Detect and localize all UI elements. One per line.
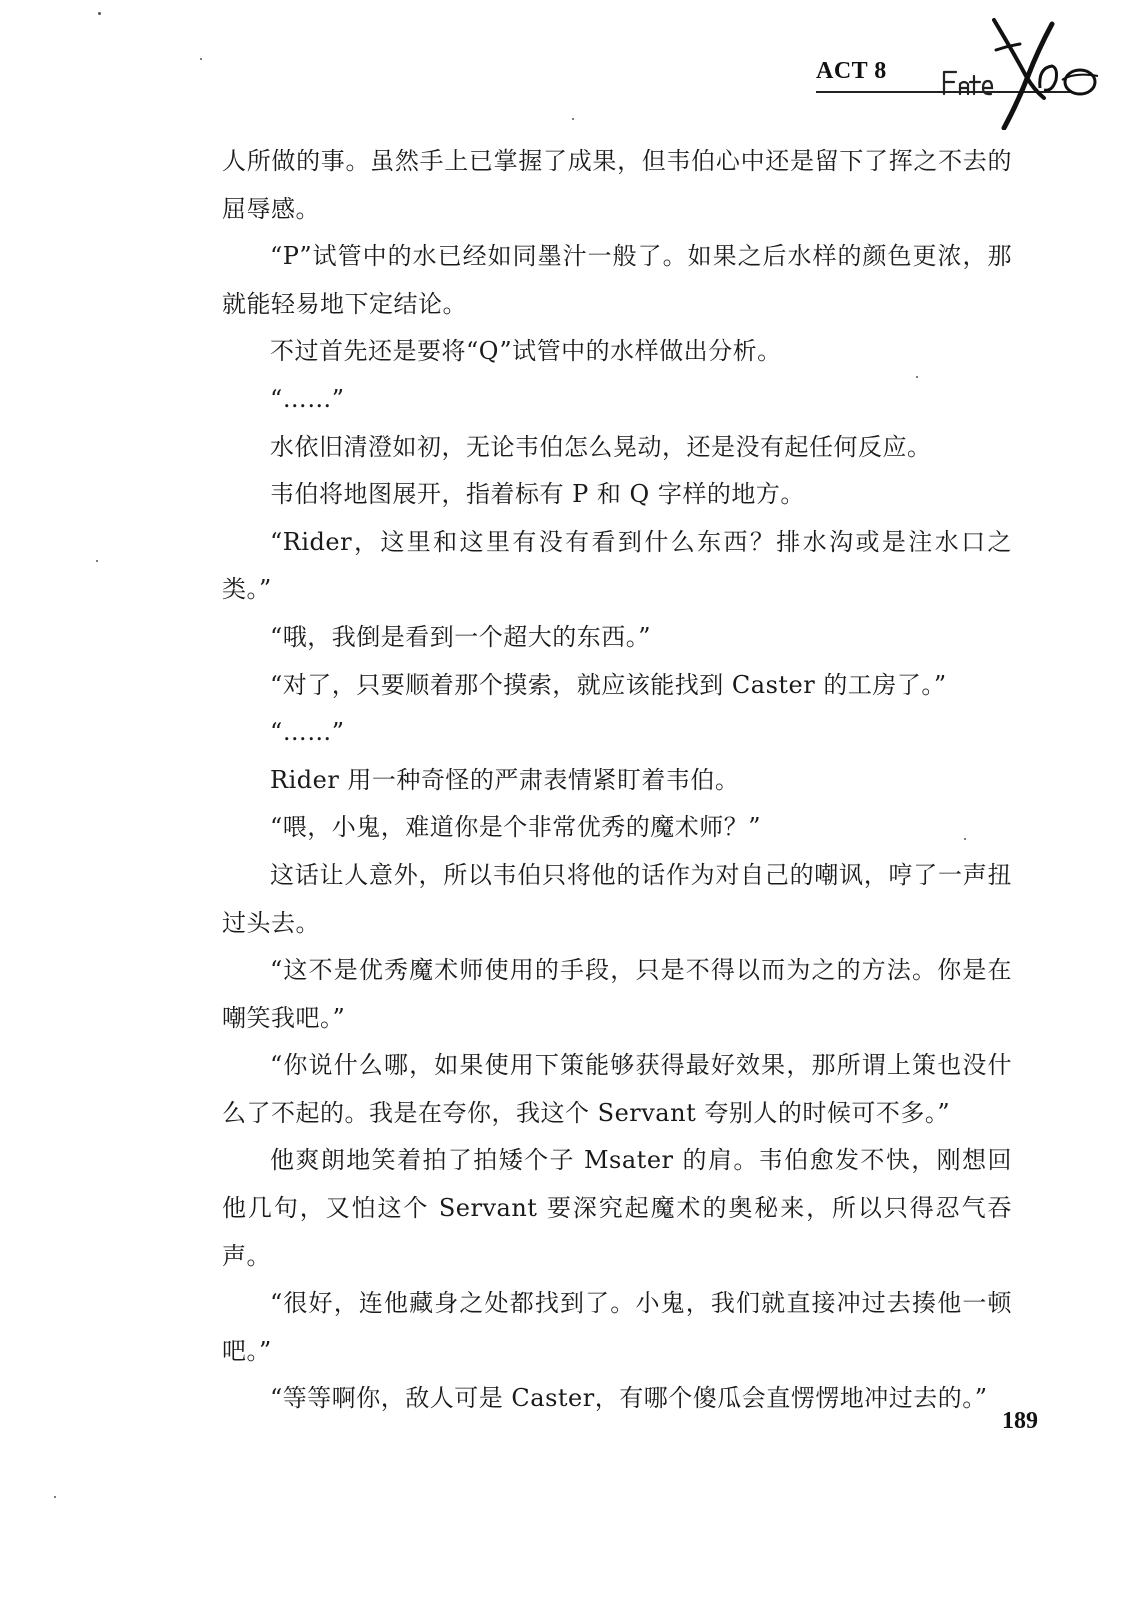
scan-speck [54, 1496, 56, 1498]
paragraph: 韦伯将地图展开，指着标有 P 和 Q 字样的地方。 [270, 480, 805, 509]
paragraph: “对了，只要顺着那个摸索，就应该能找到 Caster 的工房了。” [270, 670, 947, 699]
paragraph: “Rider，这里和这里有没有看到什么东西？排水沟或是注水口之类。” [222, 527, 1012, 604]
scan-speck [572, 118, 574, 120]
body-text [222, 138, 1012, 1423]
scan-speck [916, 376, 918, 378]
paragraph: 他爽朗地笑着拍了拍矮个子 Msater 的肩。韦伯愈发不快，刚想回他几句，又怕这个 Servant 要深究起魔术的奥秘来，所以只得忍气吞声。 [222, 1146, 1012, 1270]
paragraph: “等等啊你，敌人可是 Caster，有哪个傻瓜会直愣愣地冲过去的。” [270, 1384, 988, 1413]
paragraph: 这话让人意外，所以韦伯只将他的话作为对自己的嘲讽，哼了一声扭过头去。 [222, 860, 1012, 937]
page-number: 189 [1002, 1408, 1038, 1434]
paragraph: 水依旧清澄如初，无论韦伯怎么晃动，还是没有起任何反应。 [270, 432, 932, 461]
paragraph: “……” [270, 718, 345, 747]
running-header [800, 40, 1100, 150]
paragraph: “喂，小鬼，难道你是个非常优秀的魔术师？” [270, 813, 762, 842]
scan-speck [964, 838, 966, 840]
scan-speck [98, 12, 101, 15]
act-label: ACT 8 [816, 58, 887, 84]
paragraph: 不过首先还是要将“Q”试管中的水样做出分析。 [270, 337, 782, 366]
scan-speck [96, 560, 98, 562]
paragraph: “这不是优秀魔术师使用的手段，只是不得以而为之的方法。你是在嘲笑我吧。” [222, 956, 1012, 1032]
paragraph: Rider 用一种奇怪的严肃表情紧盯着韦伯。 [270, 765, 740, 794]
paragraph: “哦，我倒是看到一个超大的东西。” [270, 622, 652, 651]
scan-speck [200, 58, 202, 60]
paragraph: “……” [270, 384, 345, 413]
paragraph: “很好，连他藏身之处都找到了。小鬼，我们就直接冲过去揍他一顿吧。” [222, 1289, 1012, 1365]
paragraph: “P”试管中的水已经如同墨汁一般了。如果之后水样的颜色更浓，那就能轻易地下定结论。 [222, 242, 1012, 318]
fate-zero-logo-icon [934, 10, 1104, 130]
paragraph: 人所做的事。虽然手上已掌握了成果，但韦伯心中还是留下了挥之不去的屈辱感。 [222, 147, 1012, 223]
paragraph: “你说什么哪，如果使用下策能够获得最好效果，那所谓上策也没什么了不起的。我是在夸你，我这个 Servant 夸别人的时候可不多。” [222, 1051, 1012, 1127]
